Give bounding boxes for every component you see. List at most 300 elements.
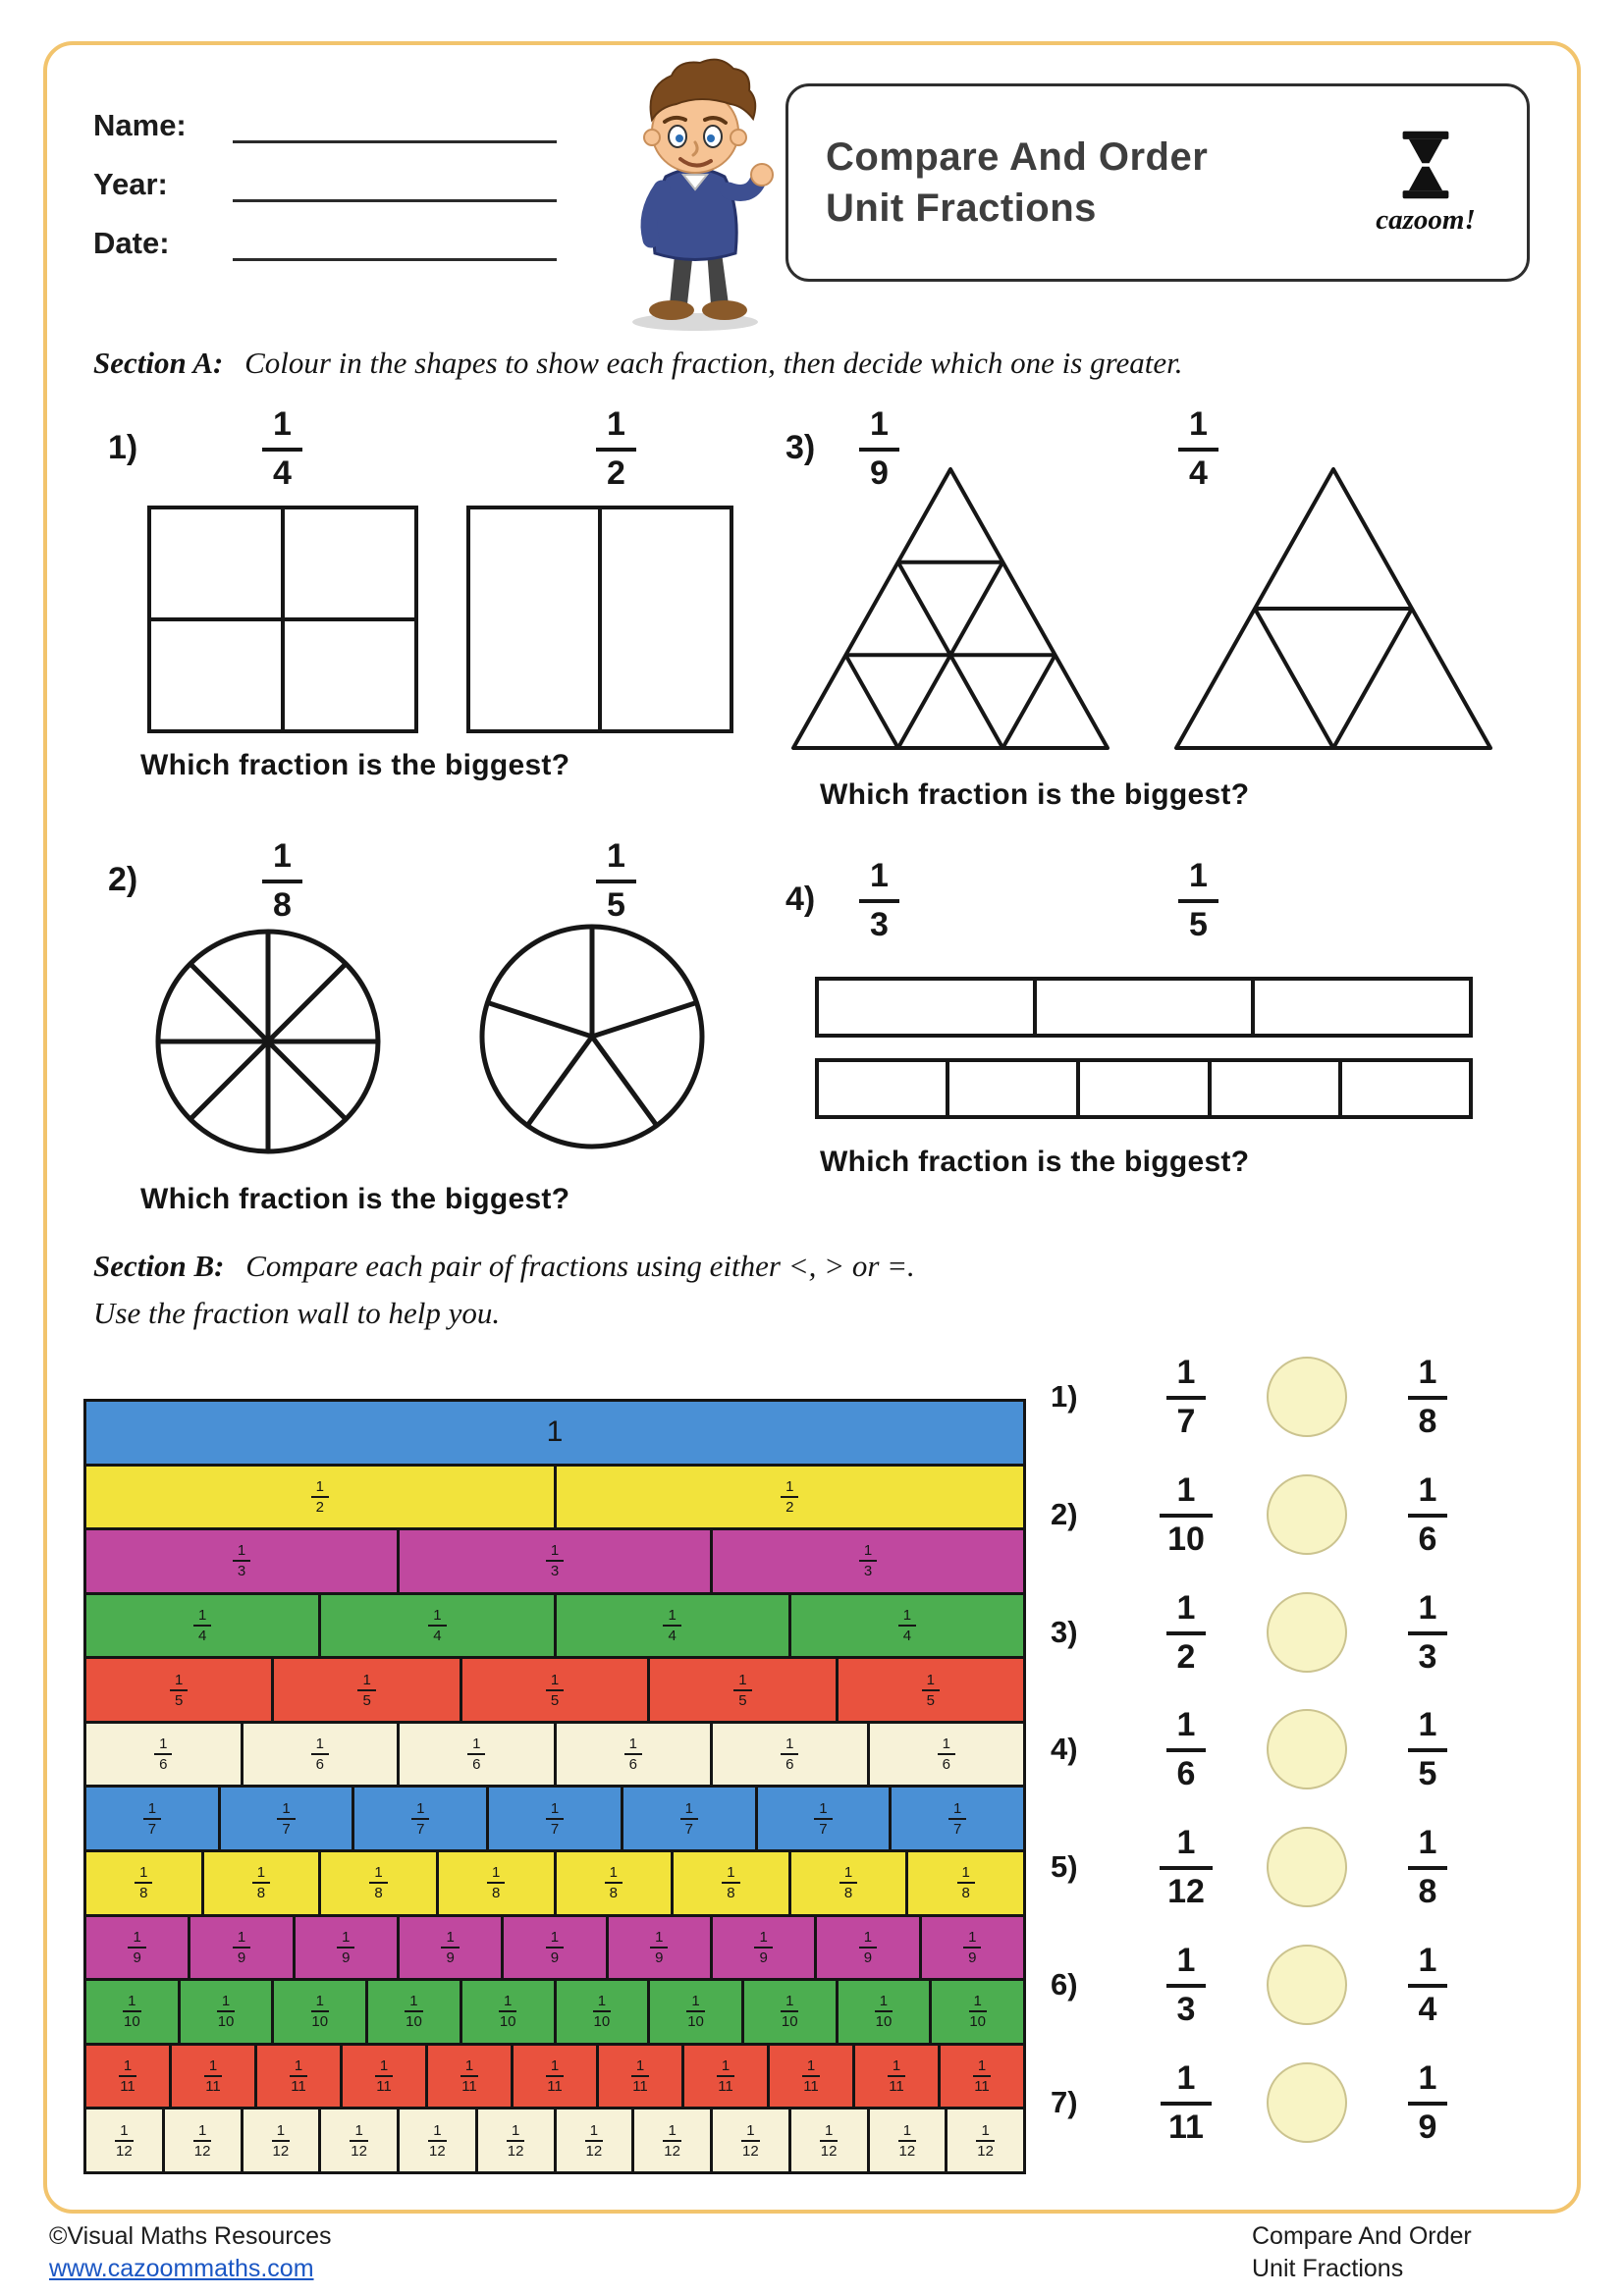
- wall-fraction-label: $\frac{1}{10}$: [217, 1993, 235, 2031]
- wall-fraction-label: $\frac{1}{3}$: [233, 1543, 250, 1578]
- fraction-denominator: 4: [273, 454, 292, 492]
- fraction-numerator: 1: [1166, 1356, 1207, 1400]
- fraction-numerator: 1: [1160, 1826, 1213, 1870]
- wall-fraction-label: $\frac{1}{6}$: [781, 1736, 798, 1772]
- fraction-wall-cell: [365, 1978, 462, 2046]
- question-text: Which fraction is the biggest?: [140, 1183, 570, 1215]
- fraction-wall-cell: [83, 1721, 244, 1789]
- worksheet-title-box: [785, 83, 1530, 282]
- fraction: [1408, 2058, 1448, 2146]
- problem-number: 4): [1051, 1732, 1078, 1767]
- fraction: [1166, 1356, 1207, 1438]
- question-text: Which fraction is the biggest?: [820, 778, 1250, 811]
- right-fraction-slot: [1369, 1356, 1487, 1438]
- wall-fraction-label: $\frac{1}{5}$: [357, 1673, 375, 1708]
- fraction-wall-cell: [554, 1721, 714, 1789]
- fraction-denominator: 8: [1418, 1873, 1437, 1911]
- problem-number: 6): [1051, 1967, 1078, 2002]
- fraction: [262, 407, 302, 490]
- wall-fraction-label: $\frac{1}{6}$: [938, 1736, 955, 1772]
- section-a-problem-2: [93, 839, 746, 1242]
- wall-fraction-label: $\frac{1}{12}$: [664, 2121, 680, 2160]
- wall-fraction-label: $\frac{1}{11}$: [632, 2057, 648, 2096]
- fraction-wall-row: [83, 1978, 1026, 2046]
- fraction-wall-row: [83, 1527, 1026, 1595]
- fraction-wall-cell: [241, 1721, 401, 1789]
- left-fraction-slot: [1127, 1588, 1245, 1676]
- wall-fraction-label: $\frac{1}{2}$: [311, 1479, 329, 1515]
- fraction-wall-cell: [178, 1978, 275, 2046]
- wall-fraction-label: $\frac{1}{7}$: [814, 1801, 832, 1837]
- eighths-circle-shape[interactable]: [152, 926, 384, 1157]
- fraction-wall-cell: [814, 1914, 921, 1982]
- wall-fraction-label: $\frac{1}{12}$: [351, 2121, 367, 2160]
- fraction-denominator: 3: [870, 906, 889, 943]
- fraction-numerator: 1: [859, 407, 899, 452]
- wall-fraction-label: $\frac{1}{10}$: [969, 1993, 987, 2031]
- fraction: [262, 839, 302, 922]
- wall-fraction-label: $\frac{1}{12}$: [898, 2121, 916, 2160]
- fraction-numerator: 1: [1161, 2061, 1212, 2106]
- fraction-wall-cell: [710, 1721, 870, 1789]
- fraction-wall-cell: [631, 2107, 713, 2174]
- wall-fraction-label: $\frac{1}{10}$: [499, 1993, 516, 2031]
- fraction-wall-cell: [83, 1399, 1026, 1467]
- fraction-wall-cell: [83, 1978, 181, 2046]
- wall-fraction-label: $\frac{1}{2}$: [781, 1479, 798, 1515]
- compare-problem-row: [1051, 1350, 1542, 1444]
- boy-mascot-illustration: [597, 49, 793, 334]
- fraction-denominator: 2: [607, 454, 625, 492]
- fraction-wall-cell: [340, 2043, 428, 2110]
- right-fraction-slot: [1369, 1706, 1487, 1793]
- compare-problem-row: [1051, 1702, 1542, 1796]
- fraction-wall-cell: [318, 1592, 556, 1660]
- wall-fraction-label: $\frac{1}{12}$: [429, 2121, 446, 2160]
- left-fraction-slot: [1127, 1356, 1245, 1438]
- wall-fraction-label: $\frac{1}{8}$: [722, 1865, 739, 1900]
- wall-fraction-label: $\frac{1}{10}$: [311, 1993, 329, 2031]
- fraction-wall-cell: [867, 2107, 948, 2174]
- wall-fraction-label: $\frac{1}{11}$: [803, 2057, 819, 2096]
- fraction-wall-cell: [83, 2043, 172, 2110]
- date-field: [93, 216, 557, 261]
- fraction-wall-cell: [755, 1785, 893, 1852]
- fraction: [1408, 1706, 1448, 1793]
- wall-fraction-label: $\frac{1}{10}$: [687, 1993, 704, 2031]
- fraction-wall-cell: [621, 1785, 758, 1852]
- wall-fraction-label: $\frac{1}{8}$: [135, 1865, 152, 1900]
- section-a-problem-4: [781, 859, 1507, 1202]
- section-b-label: Section B:: [93, 1249, 225, 1283]
- fraction-numerator: 1: [1408, 1356, 1448, 1400]
- fraction-wall-cell: [397, 1527, 713, 1595]
- date-write-line[interactable]: [233, 222, 557, 261]
- fraction: [1408, 1588, 1448, 1676]
- problem-number: 1): [108, 429, 138, 466]
- wall-fraction-label: $\frac{1}{9}$: [754, 1930, 772, 1965]
- fraction-wall-cell: [318, 1849, 439, 1917]
- wall-fraction-label: $\frac{1}{7}$: [277, 1801, 295, 1837]
- fraction: [1408, 1356, 1448, 1438]
- fraction: [859, 859, 899, 941]
- cazoommaths-link[interactable]: www.cazoommaths.com: [49, 2254, 314, 2282]
- fraction-wall-cell: [271, 1978, 368, 2046]
- left-fraction-slot: [1127, 2058, 1245, 2146]
- wall-whole-label: 1: [546, 1415, 564, 1449]
- fraction-wall-cell: [501, 1914, 608, 1982]
- wall-fraction-label: $\frac{1}{5}$: [922, 1673, 940, 1708]
- section-a-problem-3: [781, 407, 1507, 810]
- answer-circle[interactable]: [1267, 1709, 1347, 1789]
- wall-fraction-label: $\frac{1}{11}$: [718, 2057, 733, 2096]
- wall-fraction-label: $\frac{1}{12}$: [272, 2121, 290, 2160]
- wall-fraction-label: $\frac{1}{8}$: [369, 1865, 387, 1900]
- right-fraction-slot: [1369, 1824, 1487, 1911]
- compare-problem-row: [1051, 1938, 1542, 2032]
- compare-problem-row: [1051, 1585, 1542, 1680]
- compare-problem-row: [1051, 2056, 1542, 2150]
- answer-circle[interactable]: [1267, 1827, 1347, 1907]
- fraction-wall-row: [83, 2043, 1026, 2110]
- problem-number: 3): [1051, 1614, 1078, 1649]
- fraction: [1178, 859, 1218, 941]
- problem-number: 1): [1051, 1379, 1078, 1414]
- fraction-wall-row: [83, 1592, 1026, 1660]
- fraction-wall-cell: [929, 1978, 1026, 2046]
- fraction-wall-cell: [788, 1849, 909, 1917]
- wall-fraction-label: $\frac{1}{4}$: [193, 1608, 211, 1643]
- right-fraction-slot: [1369, 2058, 1487, 2146]
- fraction-wall-row: [83, 1399, 1026, 1467]
- fraction-denominator: 9: [1418, 2108, 1437, 2146]
- fraction-wall-row: [83, 1721, 1026, 1789]
- answer-circle[interactable]: [1267, 1945, 1347, 2025]
- fraction-wall: [83, 1399, 1026, 2174]
- compare-problem-row: [1051, 1468, 1542, 1562]
- fraction-wall-cell: [188, 1914, 295, 1982]
- title-line-2: Unit Fractions: [826, 187, 1097, 230]
- fraction-wall-cell: [710, 1527, 1026, 1595]
- fraction-wall-cell: [397, 2107, 478, 2174]
- fraction-wall-cell: [83, 1914, 190, 1982]
- wall-fraction-label: $\frac{1}{9}$: [233, 1930, 250, 1965]
- fraction-wall-cell: [867, 1721, 1027, 1789]
- fraction-wall-cell: [83, 1527, 400, 1595]
- date-label: Date:: [93, 226, 170, 260]
- wall-fraction-label: $\frac{1}{11}$: [889, 2057, 904, 2096]
- fraction-denominator: 4: [1189, 454, 1208, 492]
- section-a-heading: [93, 346, 1183, 381]
- fraction: [1160, 1824, 1213, 1911]
- wall-fraction-label: $\frac{1}{10}$: [875, 1993, 893, 2031]
- fraction-wall-cell: [788, 2107, 870, 2174]
- wall-fraction-label: $\frac{1}{9}$: [441, 1930, 459, 1965]
- fraction-wall-cell: [83, 1785, 221, 1852]
- wall-fraction-label: $\frac{1}{11}$: [547, 2057, 563, 2096]
- wall-fraction-label: $\frac{1}{12}$: [742, 2121, 759, 2160]
- fraction-wall-cell: [162, 2107, 244, 2174]
- fraction-wall-cell: [710, 2107, 791, 2174]
- fraction-denominator: 12: [1167, 1873, 1205, 1911]
- fraction-numerator: 1: [1408, 1944, 1448, 1988]
- fraction-wall-cell: [554, 1592, 791, 1660]
- section-a-label: Section A:: [93, 346, 224, 380]
- fraction-wall-cell: [767, 2043, 855, 2110]
- wall-fraction-label: $\frac{1}{9}$: [128, 1930, 145, 1965]
- wall-fraction-label: $\frac{1}{11}$: [120, 2057, 135, 2096]
- fraction-wall-cell: [271, 1656, 461, 1724]
- fraction-wall-cell: [554, 1849, 675, 1917]
- section-b-heading: [93, 1249, 915, 1284]
- fraction-wall-cell: [460, 1978, 557, 2046]
- wall-fraction-label: $\frac{1}{12}$: [116, 2121, 133, 2160]
- fraction-wall-cell: [938, 2043, 1026, 2110]
- fraction-wall-cell: [554, 1464, 1027, 1531]
- thirds-bar-shape[interactable]: [815, 977, 1473, 1038]
- fraction-wall-cell: [905, 1849, 1026, 1917]
- fraction: [1166, 1588, 1207, 1676]
- fraction: [596, 839, 636, 922]
- wall-fraction-label: $\frac{1}{12}$: [193, 2121, 211, 2160]
- question-text: Which fraction is the biggest?: [820, 1146, 1250, 1178]
- fraction-numerator: 1: [859, 859, 899, 903]
- fraction-denominator: 8: [273, 886, 292, 924]
- fraction-denominator: 3: [1418, 1637, 1437, 1676]
- fraction-wall-cell: [83, 1592, 321, 1660]
- fraction-wall-cell: [293, 1914, 400, 1982]
- footer-title-line-2: Unit Fractions: [1252, 2254, 1404, 2282]
- problem-number: 7): [1051, 2084, 1078, 2119]
- wall-fraction-label: $\frac{1}{7}$: [546, 1801, 564, 1837]
- wall-fraction-label: $\frac{1}{5}$: [170, 1673, 188, 1708]
- fraction-numerator: 1: [1408, 1473, 1448, 1518]
- year-label: Year:: [93, 167, 168, 201]
- wall-fraction-label: $\frac{1}{9}$: [963, 1930, 981, 1965]
- fraction-wall-cell: [788, 1592, 1026, 1660]
- fraction: [1408, 1824, 1448, 1911]
- wall-fraction-label: $\frac{1}{11}$: [205, 2057, 221, 2096]
- title-line-1: Compare And Order: [826, 135, 1209, 179]
- fraction: [1161, 2058, 1212, 2146]
- wall-fraction-label: $\frac{1}{6}$: [467, 1736, 485, 1772]
- answer-circle[interactable]: [1267, 1357, 1347, 1437]
- fraction-denominator: 7: [1176, 1403, 1196, 1440]
- name-label: Name:: [93, 108, 187, 142]
- fraction-wall-cell: [889, 1785, 1026, 1852]
- fraction-wall-cell: [919, 1914, 1026, 1982]
- ninths-triangle-shape[interactable]: [784, 461, 1117, 756]
- wall-fraction-label: $\frac{1}{12}$: [585, 2121, 603, 2160]
- fraction-wall-cell: [241, 2107, 322, 2174]
- wall-fraction-label: $\frac{1}{3}$: [859, 1543, 877, 1578]
- fraction-numerator: 1: [1166, 1944, 1207, 1988]
- wall-fraction-label: $\frac{1}{10}$: [124, 1993, 140, 2031]
- wall-fraction-label: $\frac{1}{10}$: [593, 1993, 611, 2031]
- fraction-wall-cell: [169, 2043, 257, 2110]
- fraction-wall-cell: [83, 1464, 557, 1531]
- compare-problems: [1051, 1350, 1542, 2150]
- fraction-denominator: 9: [870, 454, 889, 492]
- problem-number: 2): [108, 861, 138, 898]
- fraction-wall-cell: [254, 2043, 343, 2110]
- fraction-wall-cell: [460, 1656, 650, 1724]
- fraction-wall-cell: [836, 1978, 933, 2046]
- wall-fraction-label: $\frac{1}{12}$: [977, 2121, 994, 2160]
- fraction-wall-cell: [741, 1978, 839, 2046]
- fraction-wall-row: [83, 1785, 1026, 1852]
- fraction-wall-cell: [218, 1785, 355, 1852]
- wall-fraction-label: $\frac{1}{10}$: [406, 1993, 422, 2031]
- copyright-text: ©Visual Maths Resources: [49, 2222, 332, 2250]
- fraction: [1408, 1942, 1448, 2029]
- wall-fraction-label: $\frac{1}{8}$: [605, 1865, 623, 1900]
- year-field: [93, 157, 557, 202]
- wall-fraction-label: $\frac{1}{6}$: [154, 1736, 172, 1772]
- section-a-problem-1: [93, 407, 746, 805]
- footer-right: [1252, 2220, 1472, 2284]
- fraction-denominator: 11: [1168, 2108, 1204, 2146]
- wall-fraction-label: $\frac{1}{9}$: [546, 1930, 564, 1965]
- fraction-denominator: 10: [1167, 1520, 1205, 1558]
- fraction-wall-row: [83, 1849, 1026, 1917]
- wall-fraction-label: $\frac{1}{9}$: [859, 1930, 877, 1965]
- question-text: Which fraction is the biggest?: [140, 749, 570, 781]
- cazoom-brand-text: cazoom!: [1376, 203, 1476, 236]
- left-fraction-slot: [1127, 1470, 1245, 1558]
- fraction-wall-cell: [554, 2107, 635, 2174]
- fifths-circle-shape[interactable]: [476, 921, 708, 1152]
- fraction-wall-cell: [83, 1849, 204, 1917]
- hourglass-icon: [1397, 130, 1454, 200]
- fraction-wall-cell: [596, 2043, 684, 2110]
- problem-number: 3): [785, 429, 816, 466]
- wall-fraction-label: $\frac{1}{11}$: [461, 2057, 477, 2096]
- wall-fraction-label: $\frac{1}{12}$: [820, 2121, 838, 2160]
- fraction-wall-cell: [671, 1849, 791, 1917]
- name-field: [93, 98, 557, 143]
- fraction-wall-row: [83, 1464, 1026, 1531]
- fraction-numerator: 1: [1160, 1473, 1213, 1518]
- year-write-line[interactable]: [233, 163, 557, 202]
- fraction-wall-cell: [681, 2043, 770, 2110]
- wall-fraction-label: $\frac{1}{11}$: [376, 2057, 392, 2096]
- fraction-denominator: 3: [1176, 1991, 1196, 2029]
- right-fraction-slot: [1369, 1470, 1487, 1558]
- fraction-wall-cell: [945, 2107, 1026, 2174]
- halves-square-shape[interactable]: [466, 506, 733, 733]
- wall-fraction-label: $\frac{1}{8}$: [487, 1865, 505, 1900]
- fraction-numerator: 1: [1178, 407, 1218, 452]
- wall-fraction-label: $\frac{1}{7}$: [948, 1801, 966, 1837]
- wall-fraction-label: $\frac{1}{4}$: [898, 1608, 916, 1643]
- fraction: [1166, 1942, 1207, 2029]
- fraction-wall-cell: [647, 1978, 744, 2046]
- fraction-wall-cell: [836, 1656, 1026, 1724]
- fraction-wall-cell: [397, 1721, 557, 1789]
- fifths-bar-shape[interactable]: [815, 1058, 1473, 1119]
- wall-fraction-label: $\frac{1}{7}$: [143, 1801, 161, 1837]
- quarters-triangle-shape[interactable]: [1166, 461, 1500, 756]
- wall-fraction-label: $\frac{1}{7}$: [680, 1801, 698, 1837]
- wall-fraction-label: $\frac{1}{10}$: [781, 1993, 798, 2031]
- cazoom-logo: [1362, 130, 1489, 237]
- fraction-wall-cell: [83, 1656, 274, 1724]
- section-b-instructions-line-1: Compare each pair of fractions using either <, > or =.: [245, 1249, 915, 1283]
- footer-left: [49, 2220, 332, 2284]
- fraction-numerator: 1: [1408, 2061, 1448, 2106]
- fraction-wall-cell: [436, 1849, 557, 1917]
- quarters-square-shape[interactable]: [147, 506, 418, 733]
- fraction-wall-row: [83, 1656, 1026, 1724]
- fraction-numerator: 1: [596, 407, 636, 452]
- fraction-denominator: 8: [1418, 1403, 1437, 1440]
- section-b-heading-line-2: [93, 1296, 500, 1331]
- fraction-wall-cell: [352, 1785, 489, 1852]
- fraction-wall-cell: [397, 1914, 504, 1982]
- section-a-instructions: Colour in the shapes to show each fraction, then decide which one is greater.: [244, 346, 1183, 380]
- fraction-numerator: 1: [1166, 1591, 1207, 1635]
- left-fraction-slot: [1127, 1824, 1245, 1911]
- fraction-wall-cell: [710, 1914, 817, 1982]
- fraction: [1408, 1470, 1448, 1558]
- wall-fraction-label: $\frac{1}{5}$: [546, 1673, 564, 1708]
- problem-number: 5): [1051, 1849, 1078, 1885]
- fraction-numerator: 1: [262, 839, 302, 883]
- fraction-wall-cell: [486, 1785, 623, 1852]
- wall-fraction-label: $\frac{1}{5}$: [733, 1673, 751, 1708]
- fraction-wall-cell: [318, 2107, 400, 2174]
- fraction-wall-cell: [201, 1849, 322, 1917]
- fraction-wall-cell: [83, 2107, 165, 2174]
- fraction-numerator: 1: [1166, 1708, 1207, 1752]
- fraction-denominator: 5: [1418, 1755, 1437, 1793]
- compare-problem-row: [1051, 1820, 1542, 1914]
- wall-fraction-label: $\frac{1}{11}$: [291, 2057, 306, 2096]
- fraction: [1166, 1706, 1207, 1793]
- wall-fraction-label: $\frac{1}{8}$: [957, 1865, 975, 1900]
- fraction-wall-cell: [511, 2043, 599, 2110]
- fraction-wall-cell: [852, 2043, 941, 2110]
- left-fraction-slot: [1127, 1706, 1245, 1793]
- wall-fraction-label: $\frac{1}{9}$: [650, 1930, 668, 1965]
- fraction-wall-cell: [475, 2107, 557, 2174]
- wall-fraction-label: $\frac{1}{4}$: [428, 1608, 446, 1643]
- name-write-line[interactable]: [233, 104, 557, 143]
- fraction: [1160, 1470, 1213, 1558]
- fraction-denominator: 5: [1189, 906, 1208, 943]
- problem-number: 4): [785, 881, 816, 918]
- wall-fraction-label: $\frac{1}{6}$: [624, 1736, 642, 1772]
- fraction-wall-cell: [647, 1656, 838, 1724]
- answer-circle[interactable]: [1267, 1592, 1347, 1673]
- fraction-denominator: 6: [1418, 1520, 1437, 1558]
- problem-number: 2): [1051, 1496, 1078, 1531]
- fraction-numerator: 1: [1408, 1826, 1448, 1870]
- answer-circle[interactable]: [1267, 2062, 1347, 2143]
- wall-fraction-label: $\frac{1}{12}$: [507, 2121, 524, 2160]
- footer-title-line-1: Compare And Order: [1252, 2222, 1472, 2250]
- answer-circle[interactable]: [1267, 1474, 1347, 1555]
- wall-fraction-label: $\frac{1}{4}$: [663, 1608, 680, 1643]
- fraction-wall-cell: [606, 1914, 713, 1982]
- fraction-wall-cell: [425, 2043, 514, 2110]
- wall-fraction-label: $\frac{1}{6}$: [311, 1736, 329, 1772]
- fraction-numerator: 1: [596, 839, 636, 883]
- wall-fraction-label: $\frac{1}{9}$: [337, 1930, 354, 1965]
- fraction-denominator: 4: [1418, 1991, 1437, 2029]
- fraction-wall-row: [83, 2107, 1026, 2174]
